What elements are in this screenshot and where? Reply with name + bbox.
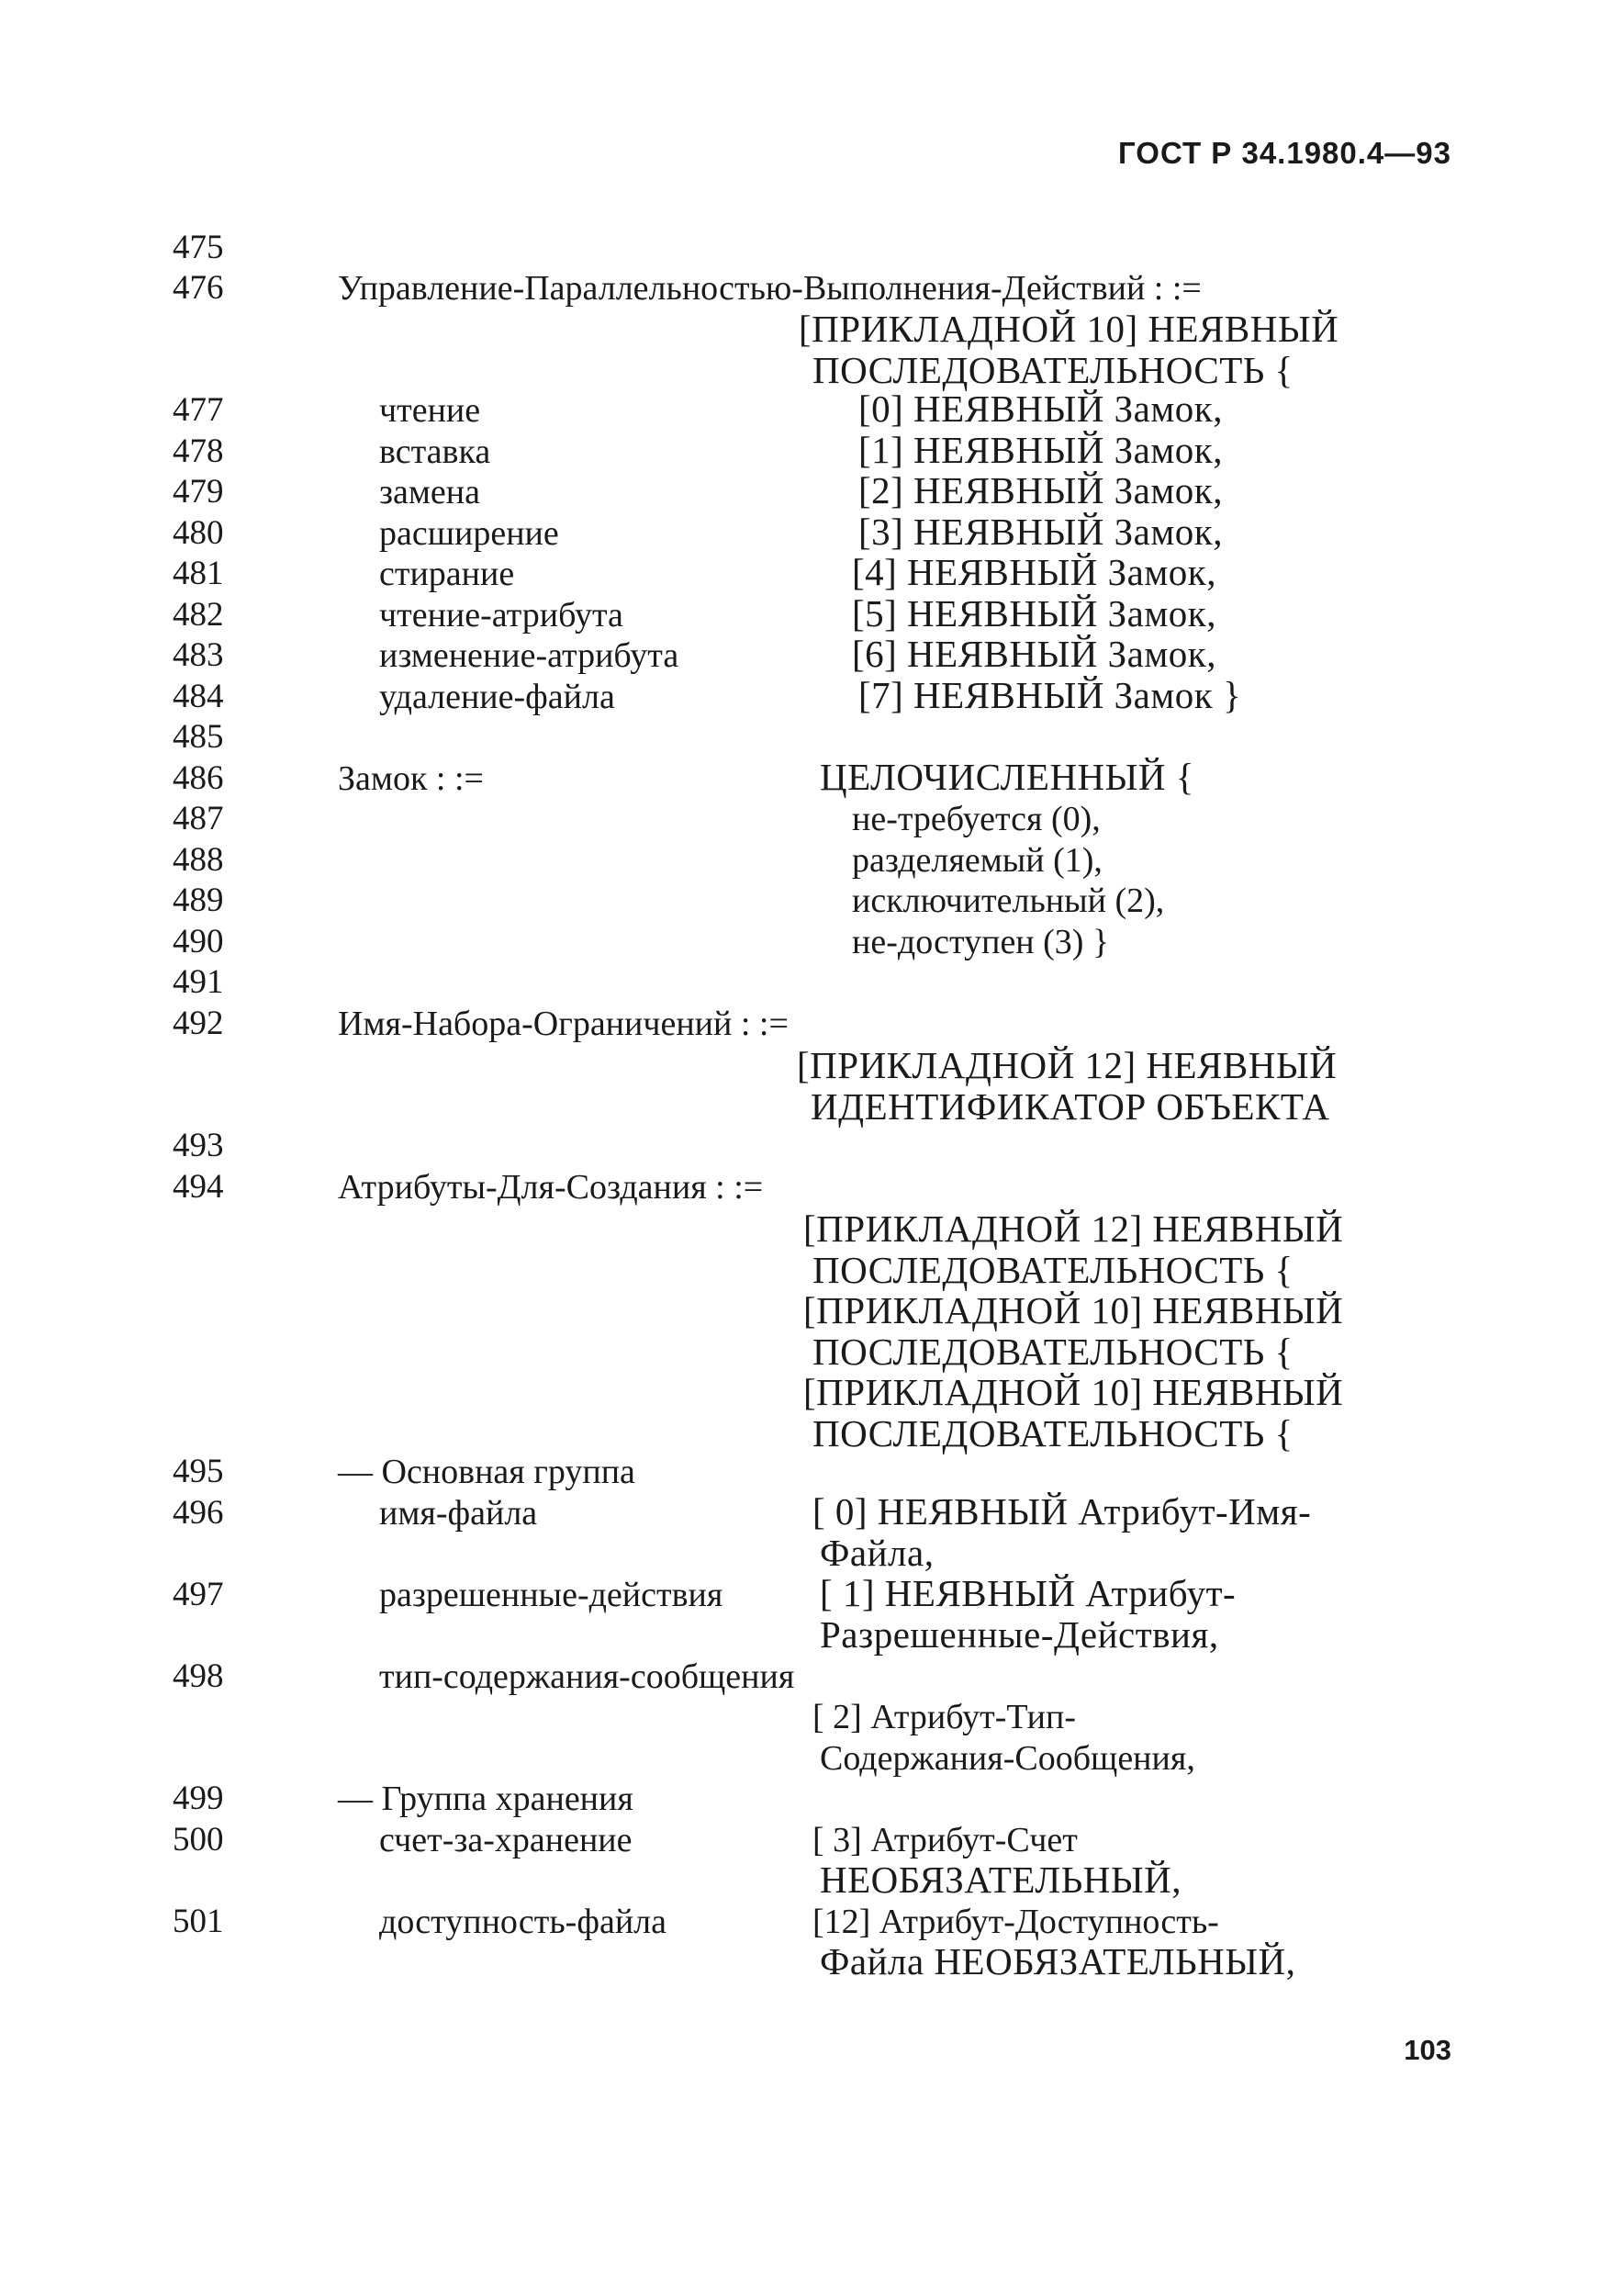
attr-spec: Содержания-Сообщения, [820,1739,1195,1778]
attr-spec: НЕОБЯЗАТЕЛЬНЫЙ, [820,1859,1182,1901]
line-number: 482 [173,596,224,634]
field-name: замена [379,473,480,511]
attr-spec: [ 0] НЕЯВНЫЙ Атрибут-Имя- [812,1490,1312,1533]
line-number: 494 [173,1168,224,1206]
field-spec: [1] НЕЯВНЫЙ Замок, [858,429,1223,471]
lock-value: исключительный (2), [852,882,1165,920]
attr-name: имя-файла [379,1494,538,1533]
line-number: 500 [173,1821,224,1859]
line-number: 491 [173,963,224,1001]
field-name: удаление-файла [379,678,615,716]
constraint-type-line: ИДЕНТИФИКАТОР ОБЪЕКТА [811,1085,1330,1128]
field-name: чтение [379,391,481,430]
lock-value: не-доступен (3) } [852,923,1110,961]
field-spec: [6] НЕЯВНЫЙ Замок, [852,633,1216,675]
field-spec: [2] НЕЯВНЫЙ Замок, [858,469,1223,511]
attr-name: счет-за-хранение [379,1821,633,1859]
line-number: 480 [173,514,224,552]
lock-definition: Замок : := [338,759,484,798]
control-definition: Управление-Параллельностью-Выполнения-Действий : := [338,269,1202,308]
control-sequence-open: ПОСЛЕДОВАТЕЛЬНОСТЬ { [812,349,1294,391]
line-number: 490 [173,923,224,960]
line-number: 495 [173,1453,224,1490]
line-number: 498 [173,1657,224,1695]
line-number: 481 [173,555,224,592]
group-storage-comment: — Группа хранения [338,1780,633,1818]
line-number: 476 [173,269,224,307]
field-spec: [0] НЕЯВНЫЙ Замок, [858,387,1223,430]
line-number: 501 [173,1903,224,1940]
attr-spec: Файла, [820,1532,935,1574]
line-number: 489 [173,882,224,919]
line-number: 485 [173,718,224,756]
attr-spec: [12] Атрибут-Доступность- [812,1903,1219,1941]
create-attrs-line: [ПРИКЛАДНОЙ 12] НЕЯВНЫЙ [803,1207,1344,1250]
create-attrs-line: ПОСЛЕДОВАТЕЛЬНОСТЬ { [812,1412,1294,1454]
field-spec: [5] НЕЯВНЫЙ Замок, [852,592,1216,635]
field-name: чтение-атрибута [379,596,623,635]
line-number: 478 [173,432,224,470]
attr-spec: [ 2] Атрибут-Тип- [812,1698,1077,1736]
line-number: 499 [173,1780,224,1817]
field-spec: [7] НЕЯВНЫЙ Замок } [858,674,1242,716]
attr-name: тип-содержания-сообщения [379,1657,795,1696]
attr-name: разрешенные-действия [379,1576,723,1614]
constraint-tag-line: [ПРИКЛАДНОЙ 12] НЕЯВНЫЙ [797,1044,1338,1086]
field-spec: [3] НЕЯВНЫЙ Замок, [858,511,1223,553]
line-number: 492 [173,1005,224,1042]
line-number: 486 [173,759,224,797]
group-main-comment: — Основная группа [338,1453,635,1491]
constraint-definition: Имя-Набора-Ограничений : := [338,1005,789,1043]
line-number: 484 [173,678,224,715]
field-name: стирание [379,555,515,593]
attr-spec: Файла НЕОБЯЗАТЕЛЬНЫЙ, [820,1940,1296,1982]
create-attrs-line: ПОСЛЕДОВАТЕЛЬНОСТЬ { [812,1331,1294,1373]
line-number: 479 [173,473,224,511]
line-number: 497 [173,1576,224,1613]
attr-spec: [ 1] НЕЯВНЫЙ Атрибут- [820,1572,1237,1614]
field-name: вставка [379,432,491,471]
create-attrs-line: [ПРИКЛАДНОЙ 10] НЕЯВНЫЙ [803,1371,1344,1413]
create-attrs-line: ПОСЛЕДОВАТЕЛЬНОСТЬ { [812,1249,1294,1291]
create-attrs-line: [ПРИКЛАДНОЙ 10] НЕЯВНЫЙ [803,1289,1344,1331]
line-number: 475 [173,229,224,266]
line-number: 493 [173,1127,224,1164]
standard-header: ГОСТ Р 34.1980.4—93 [1118,136,1451,170]
create-attrs-definition: Атрибуты-Для-Создания : := [338,1168,764,1207]
field-spec: [4] НЕЯВНЫЙ Замок, [852,551,1216,593]
attr-spec: [ 3] Атрибут-Счет [812,1821,1078,1859]
lock-value: разделяемый (1), [852,841,1103,880]
attr-spec: Разрешенные-Действия, [820,1613,1219,1656]
field-name: расширение [379,514,559,553]
line-number: 488 [173,841,224,879]
line-number: 496 [173,1494,224,1532]
lock-value: не-требуется (0), [852,800,1101,838]
line-number: 477 [173,391,224,429]
line-number: 487 [173,800,224,837]
attr-name: доступность-файла [379,1903,666,1941]
field-name: изменение-атрибута [379,636,679,675]
page-number: 103 [1404,2034,1451,2066]
line-number: 483 [173,636,224,674]
control-tag-line: [ПРИКЛАДНОЙ 10] НЕЯВНЫЙ [799,308,1339,350]
lock-type-open: ЦЕЛОЧИСЛЕННЫЙ { [820,756,1194,798]
